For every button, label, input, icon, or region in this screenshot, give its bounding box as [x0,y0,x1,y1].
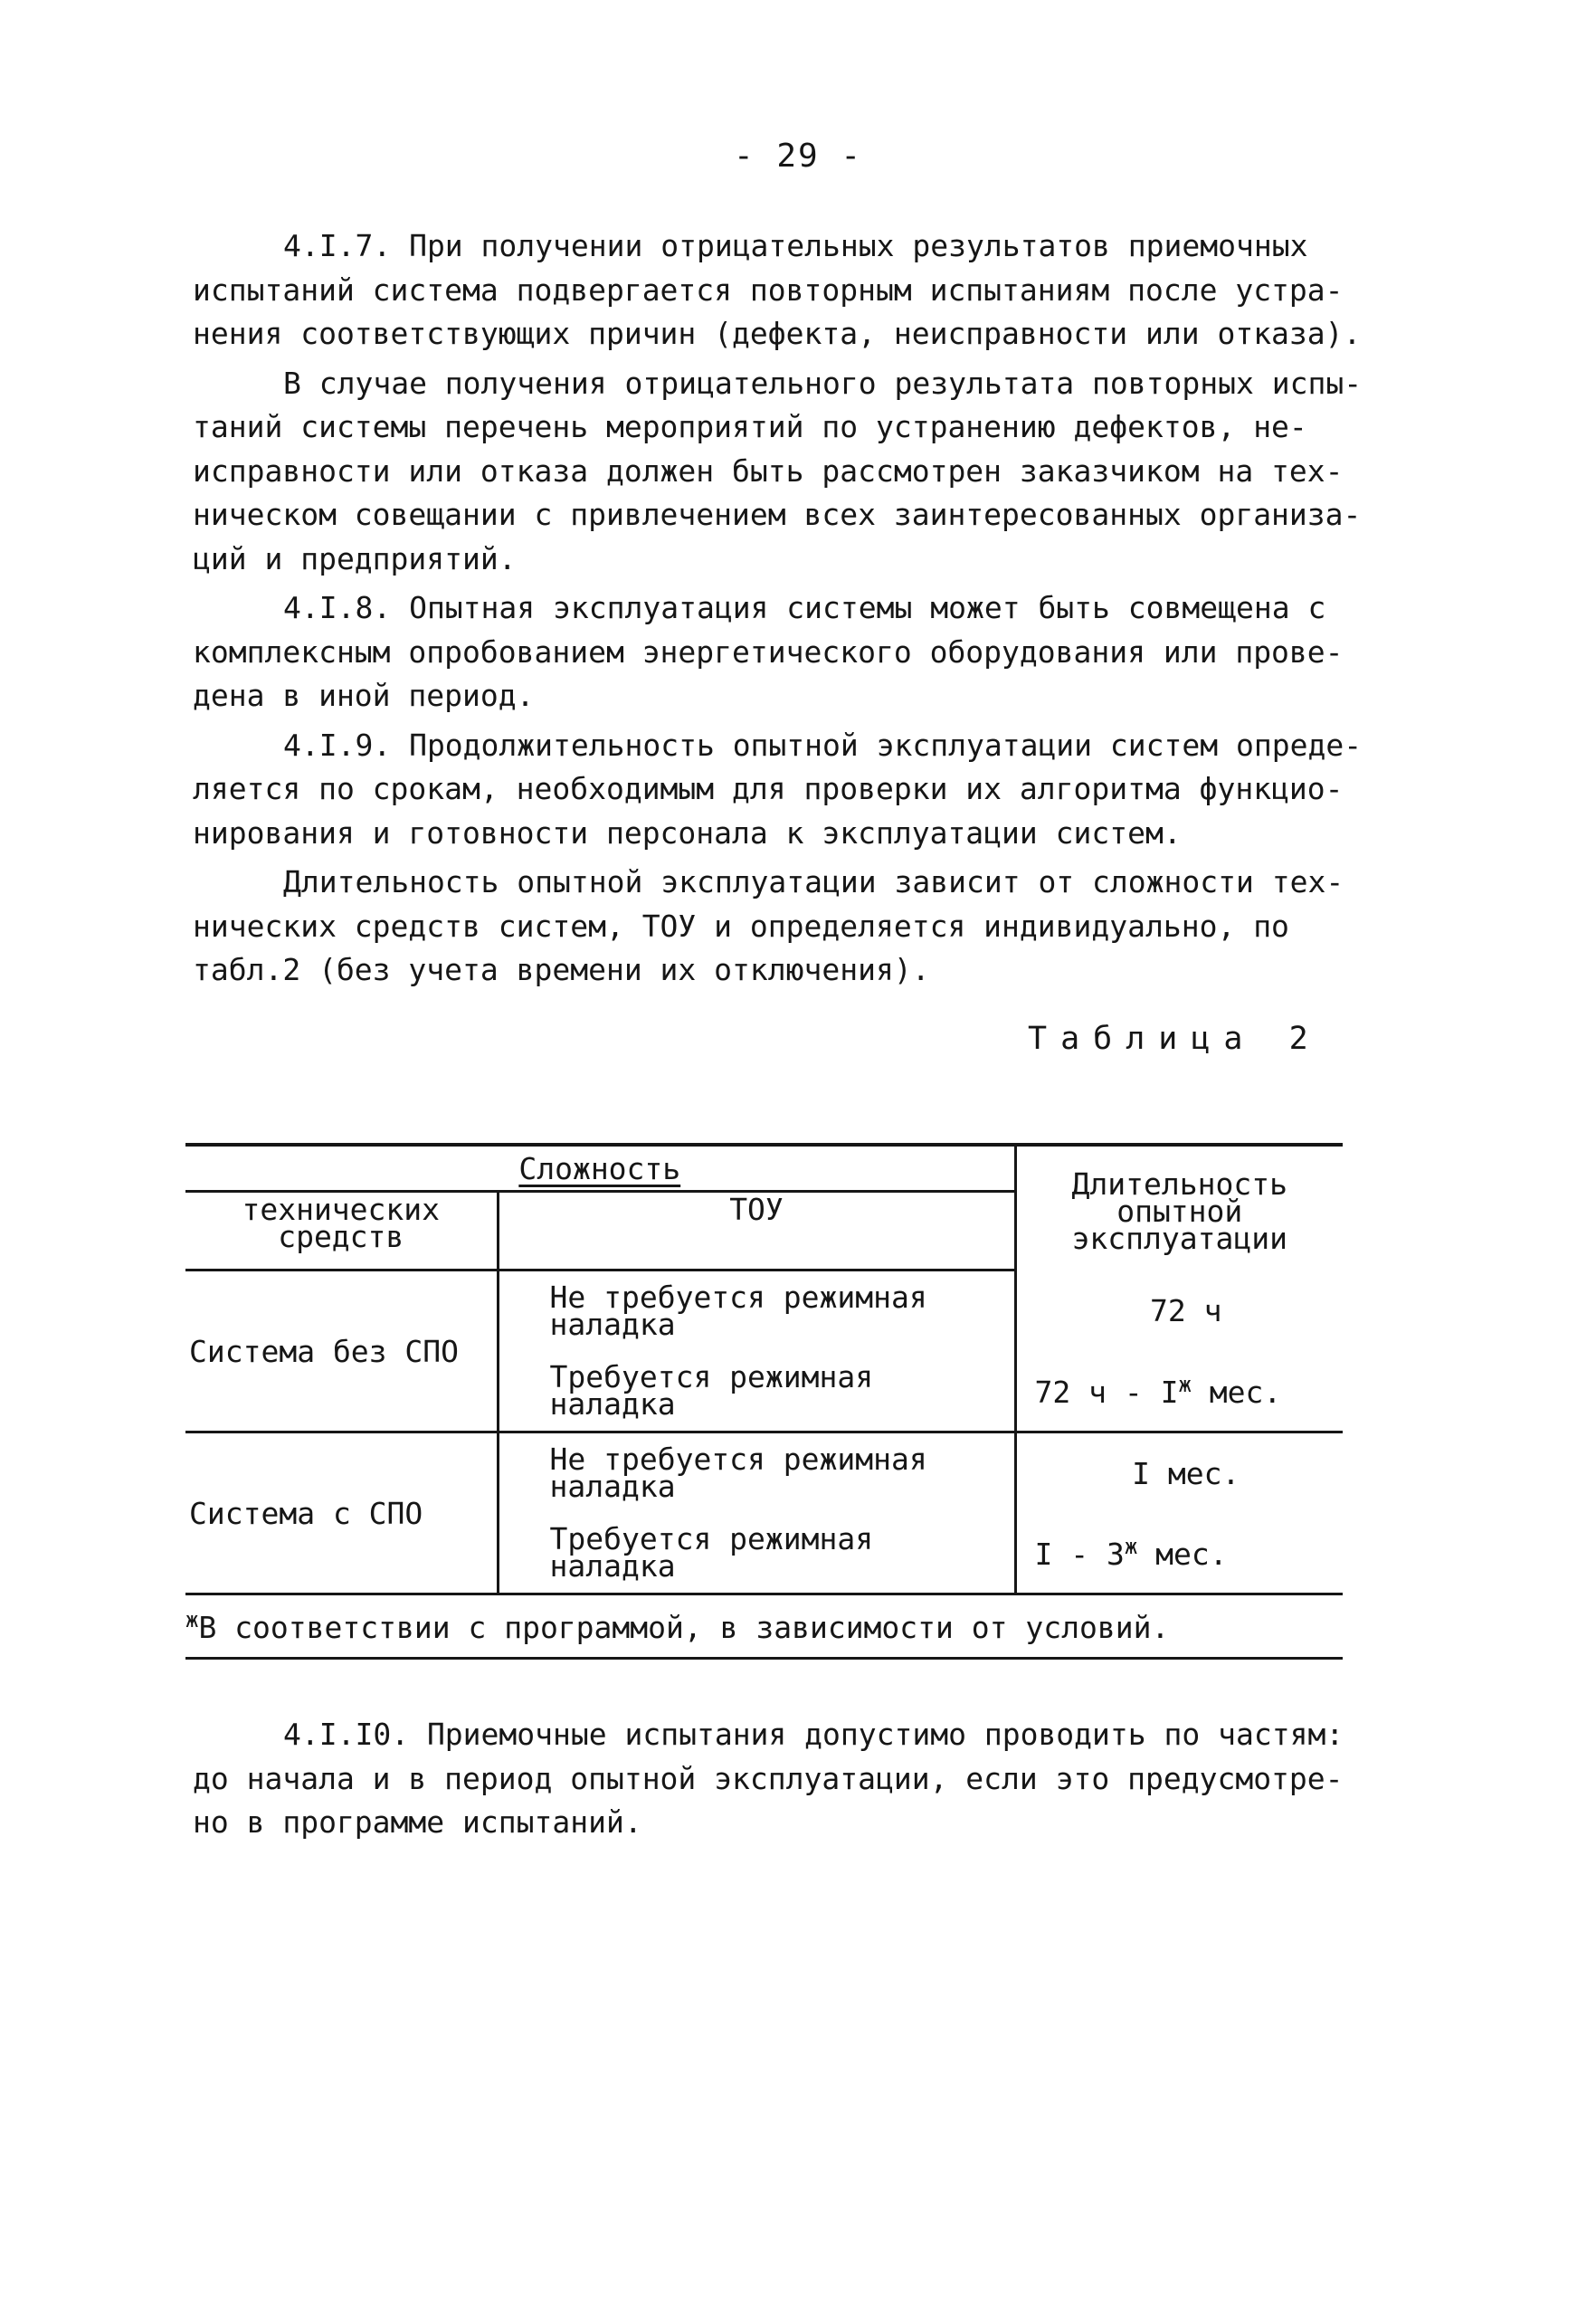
text-line: 4.I.9. Продолжительность опытной эксплуатации систем опреде- [283,727,1363,763]
header-duration [1015,1145,1343,1270]
paragraph-4-1-8 [193,586,1369,718]
tou-line: наладка [549,1307,676,1342]
row-system-label: Система с СПО [185,1432,498,1594]
text-line: нения соответствующих причин (дефекта, неисправности или отказа). [193,316,1362,351]
text-line: 4.I.8. Опытная эксплуатация системы может быть совмещена с [283,590,1326,625]
tou-cell [498,1270,1015,1352]
header-tech-means [185,1192,498,1270]
tou-line: Не требуется режимная [549,1280,927,1315]
page-number: - 29 - [733,138,863,175]
paragraph-4-1-7 [193,224,1369,357]
text-line: нирования и готовности персонала к эксплуатации систем. [193,814,1182,851]
text-line: таний системы перечень мероприятий по устранению дефектов, не- [193,409,1307,444]
paragraph-repeat-tests [193,362,1369,582]
row-system-label: Система без СПО [185,1270,498,1432]
paragraph-4-1-9 [193,724,1369,856]
text-line: 4.I.I0. Приемочные испытания допустимо проводить по частям: [283,1717,1344,1752]
text-line: ций и предприятий. [193,540,517,576]
header-tech-line: средств [278,1219,404,1254]
tou-line: наладка [549,1469,676,1504]
header-duration-line: Длительность [1071,1166,1287,1203]
text-line: ляется по срокам, необходимым для проверки их алгоритма функцио- [193,771,1344,806]
footnote-mark: ж [1178,1372,1192,1397]
tou-cell [498,1351,1015,1432]
duration-table [185,1143,1343,1660]
text-line: табл.2 (без учета времени их отключения). [193,952,930,987]
duration-cell: 72 ч [1015,1270,1343,1352]
footnote-mark: ж [1124,1534,1138,1559]
header-duration-line: эксплуатации [1071,1221,1287,1257]
text-line: комплексным опробованием энергетического оборудования или прове- [193,633,1344,670]
paragraph-duration [193,861,1369,993]
paragraph-4-1-10 [193,1713,1369,1845]
tou-line: наладка [549,1548,676,1584]
tou-line: наладка [549,1386,676,1422]
text-line: 4.I.7. При получении отрицательных результатов приемочных [283,228,1308,263]
duration-cell: 72 ч - $I^ж$ мес. [1015,1351,1343,1432]
text-line: дена в иной период. [193,678,535,713]
duration-cell: I мес. [1015,1432,1343,1514]
header-tou: ТОУ [498,1192,1015,1270]
header-complexity: Сложность [185,1145,1015,1192]
tou-line: Требуется режимная [549,1521,874,1556]
table-footnote: $^ж$В соответствии с программой, в зависимости от условий. [185,1594,1343,1659]
text-line: но в программе испытаний. [193,1804,642,1840]
tou-cell [498,1513,1015,1594]
tou-cell [498,1432,1015,1514]
text-line: исправности или отказа должен быть рассмотрен заказчиком на тех- [193,452,1344,489]
text-line: Длительность опытной эксплуатации зависит от сложности тех- [283,864,1344,899]
duration-cell: I - $3^ж$ мес. [1015,1513,1343,1594]
body-text [193,224,1369,993]
header-duration-line: опытной [1116,1194,1243,1230]
text-line: В случае получения отрицательного результата повторных испы- [283,365,1363,401]
text-line: испытаний система подвергается повторным испытаниям после устра- [193,271,1344,308]
text-line: до начала и в период опытной эксплуатации, если это предусмотре- [193,1760,1344,1796]
text-line: ническом совещании с привлечением всех заинтересованных организа- [193,497,1362,532]
tou-line: Требуется режимная [549,1359,874,1394]
footnote-mark: ж [185,1607,199,1632]
tou-line: Не требуется режимная [549,1442,927,1477]
table-caption: Таблица 2 [1028,1021,1322,1057]
text-line: нических средств систем, ТОУ и определяется индивидуально, по [193,908,1289,944]
header-tech-line: технических [242,1192,441,1227]
